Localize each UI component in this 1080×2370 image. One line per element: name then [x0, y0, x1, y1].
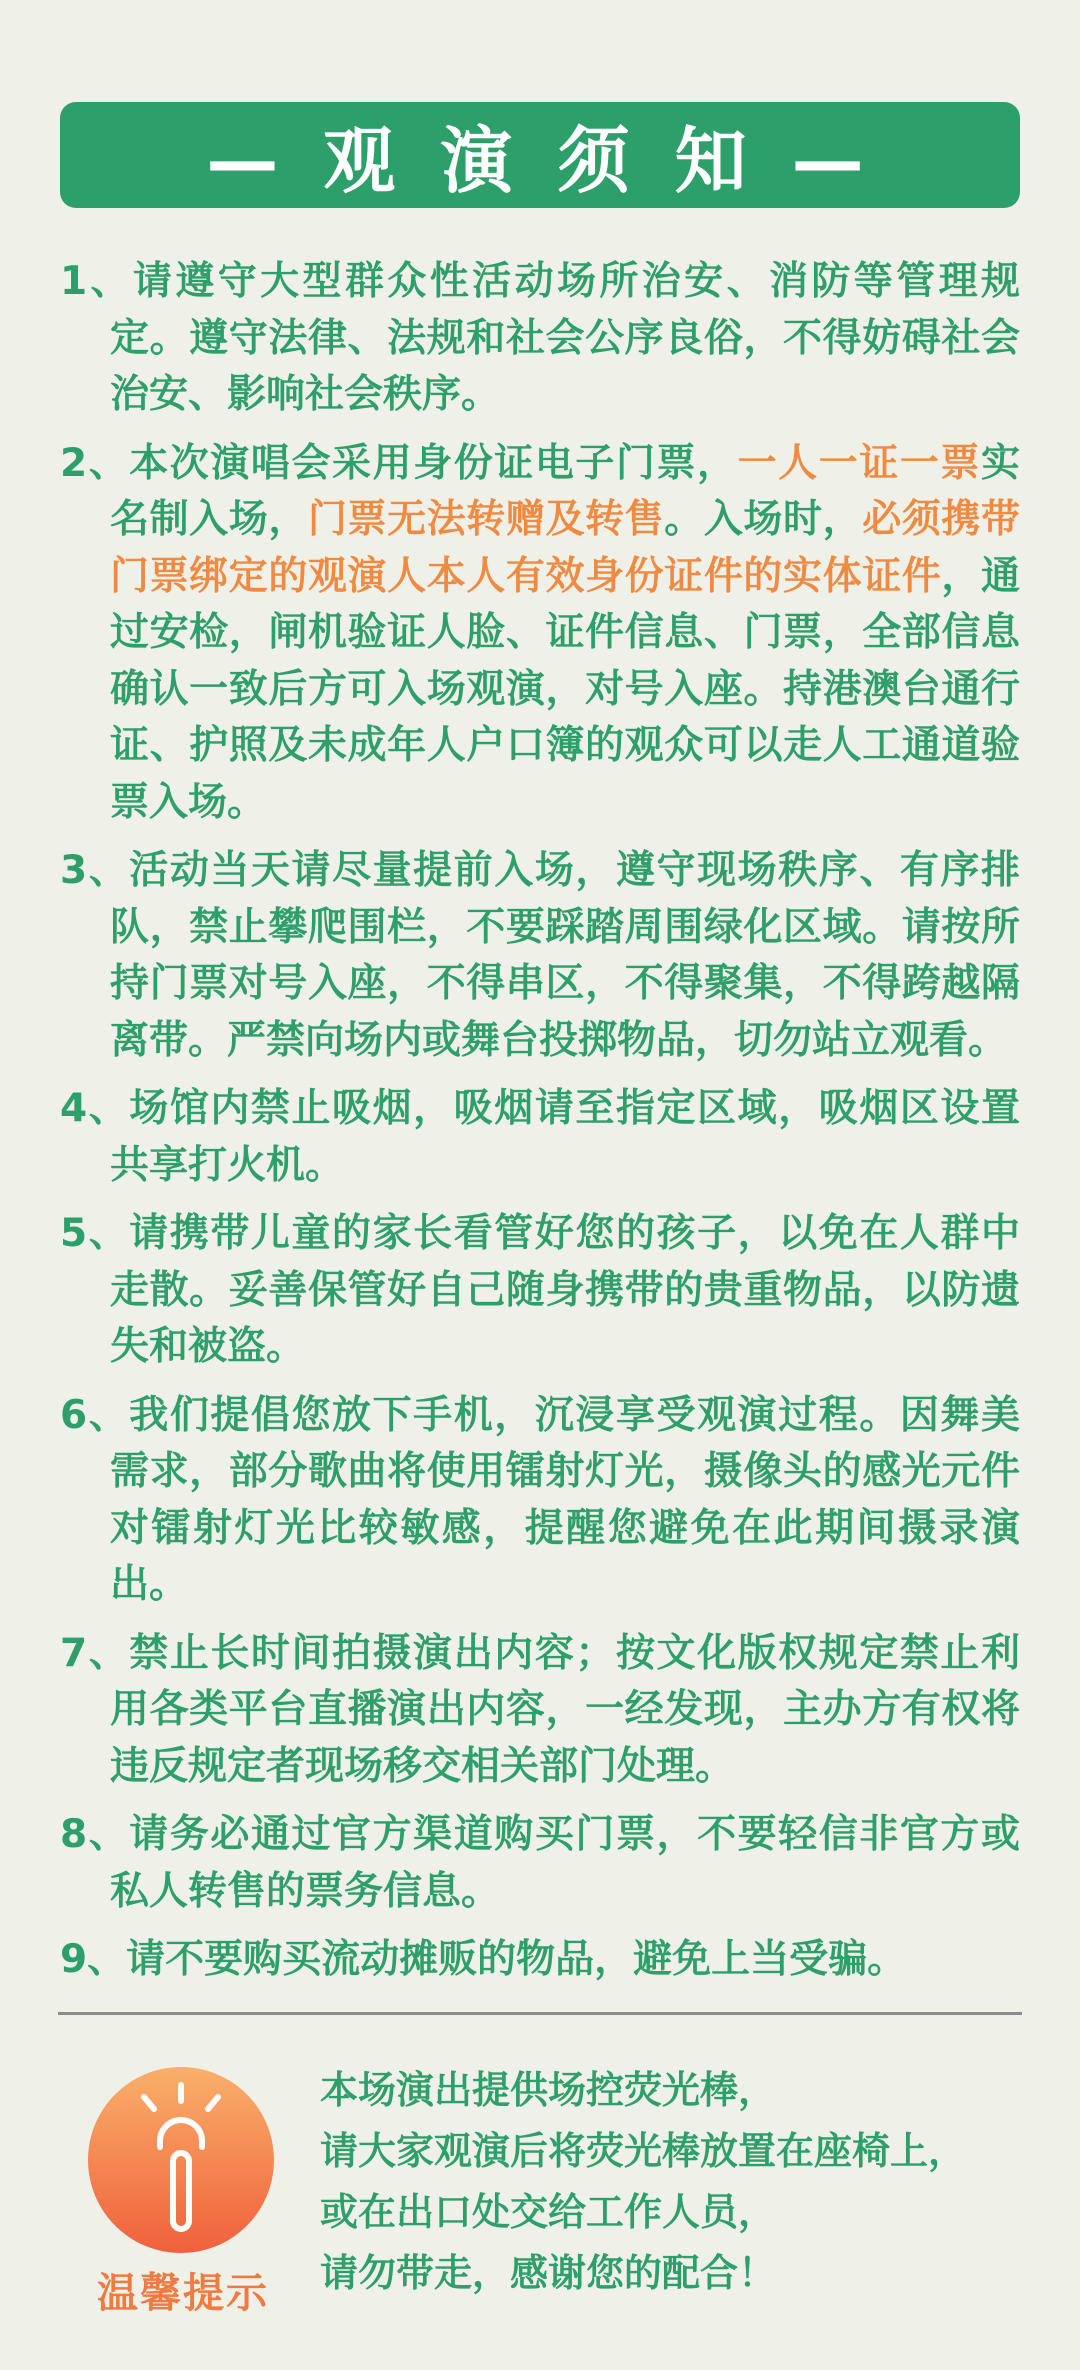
rules-list [60, 254, 1020, 2001]
rule-text: ，通过安检，闸机验证人脸、证件信息、门票，全部信息确认一致后方可入场观演，对号入座。持港澳台通行证、护照及未成年人户口簿的观众可以走人工通道验票入场。 [110, 553, 1020, 825]
rule-highlight: 一人一证一票 [737, 440, 981, 486]
rule-item [60, 1932, 1020, 1989]
rule-item [60, 843, 1020, 1069]
rule-text: 实名制入场， [110, 440, 1020, 542]
page-title: — 观 演 须 知 — [206, 119, 874, 203]
title-banner [60, 102, 1020, 208]
rule-item [60, 1807, 1020, 1920]
section-divider [58, 2012, 1022, 2015]
tip-line: 本场演出提供场控荧光棒， [320, 2068, 777, 2112]
rule-highlight: 门票无法转赠及转售 [307, 497, 665, 542]
rule-text: 9、请不要购买流动摊贩的物品，避免上当受骗。 [60, 1937, 907, 1982]
rule-text: 5、请携带儿童的家长看管好您的孩子，以免在人群中走散。妥善保管好自己随身携带的贵重物品，以防遗失和被盗。 [60, 1211, 1020, 1369]
rule-text: 8、请务必通过官方渠道购买门票，不要轻信非官方或私人转售的票务信息。 [60, 1812, 1020, 1914]
glow-stick-icon [88, 2067, 274, 2253]
warm-tip-label: 温馨提示 [97, 2269, 269, 2317]
rule-item [60, 254, 1020, 424]
tip-text-block [320, 2060, 1020, 2304]
tip-line: 或在出口处交给工作人员， [320, 2190, 777, 2234]
rule-item [60, 1388, 1020, 1614]
rule-text: 4、场馆内禁止吸烟，吸烟请至指定区域，吸烟区设置共享打火机。 [60, 1086, 1020, 1188]
rule-highlight: 必须携带门票绑定的观演人本人有效身份证件的实体证件 [110, 497, 1020, 599]
rule-item [60, 436, 1020, 832]
rule-item [60, 1626, 1020, 1796]
tip-line: 请大家观演后将荧光棒放置在座椅上， [320, 2129, 967, 2173]
rule-text: 7、禁止长时间拍摄演出内容；按文化版权规定禁止利用各类平台直播演出内容，一经发现，主办方有权将违反规定者现场移交相关部门处理。 [60, 1630, 1020, 1789]
rule-text: 1、请遵守大型群众性活动场所治安、消防等管理规定。遵守法律、法规和社会公序良俗，不得妨碍社会治安、影响社会秩序。 [60, 259, 1020, 417]
rule-item [60, 1206, 1020, 1376]
rule-item [60, 1081, 1020, 1194]
tip-line: 请勿带走，感谢您的配合！ [320, 2251, 777, 2295]
rule-text: 2、本次演唱会采用身份证电子门票， [60, 440, 738, 486]
rule-text: 3、活动当天请尽量提前入场，遵守现场秩序、有序排队，禁止攀爬围栏，不要踩踏周围绿化区域。请按所持门票对号入座，不得串区，不得聚集，不得跨越隔离带。严禁向场内或舞台投掷物品，切勿站立观看。 [60, 848, 1020, 1063]
rule-text: 6、我们提倡您放下手机，沉浸享受观演过程。因舞美需求，部分歌曲将使用镭射灯光，摄像头的感光元件对镭射灯光比较敏感，提醒您避免在此期间摄录演出。 [60, 1392, 1020, 1607]
rule-text: 。入场时， [664, 497, 863, 542]
